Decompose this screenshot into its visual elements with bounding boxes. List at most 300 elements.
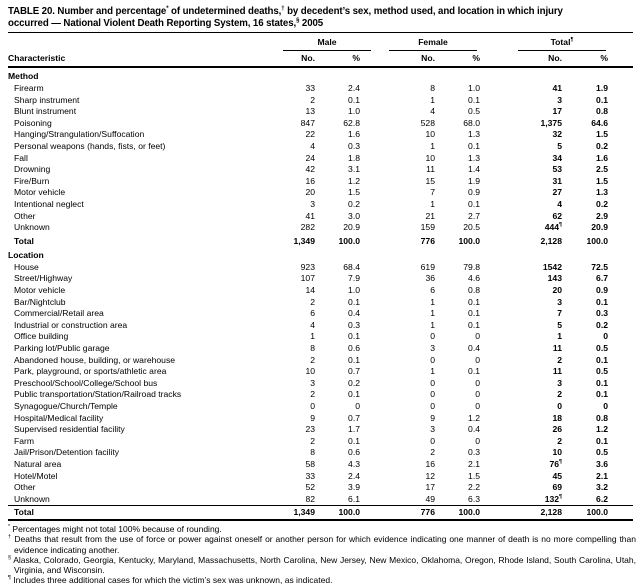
footnote: * Percentages might not total 100% because of rounding.: [8, 523, 222, 534]
cell-total-no: 2: [557, 435, 562, 446]
footnote-marker: *: [8, 524, 11, 531]
cell-female-pct: 1.0: [468, 82, 480, 93]
row-label: Farm: [14, 435, 35, 446]
column-group-label: Female: [389, 37, 477, 51]
column-group-label: Total¶: [518, 37, 606, 51]
cell-female-pct: 0.4: [468, 343, 480, 354]
cell-male-pct: 0.1: [348, 354, 360, 365]
cell-male-pct: 0.1: [348, 296, 360, 307]
table-row: [8, 118, 633, 130]
cell-male-no: 22: [305, 129, 315, 140]
cell-male-no: 33: [305, 470, 315, 481]
cell-female-no: 15: [425, 175, 435, 186]
cell-female-no: 1: [430, 198, 435, 209]
cell-male-no: 6: [310, 308, 315, 319]
cell-male-pct: 0.7: [348, 366, 360, 377]
cell-total-no: 5: [557, 140, 562, 151]
cell-total-pct: 0.2: [596, 319, 608, 330]
row-label: Preschool/School/College/School bus: [14, 377, 158, 388]
row-label: Park, playground, or sports/athletic area: [14, 366, 167, 377]
cell-male-no: 24: [305, 152, 315, 163]
cell-male-no: 58: [305, 458, 315, 469]
row-label: Motor vehicle: [14, 187, 66, 198]
table-row: [8, 273, 633, 285]
table-row: [8, 164, 633, 176]
cell-total-pct: 0.8: [596, 412, 608, 423]
row-label: Street/Highway: [14, 273, 73, 284]
cell-female-pct: 0: [475, 354, 480, 365]
cell-total-no: 27: [552, 187, 562, 198]
cell-total-no: 1: [557, 331, 562, 342]
cell-total-pct: 2.9: [596, 210, 608, 221]
cell-total-no: 2,128: [540, 235, 562, 246]
row-label: Natural area: [14, 458, 62, 469]
cell-total-pct: 1.5: [596, 129, 608, 140]
cell-female-no: 17: [425, 482, 435, 493]
cell-total-no: 32: [552, 129, 562, 140]
cell-female-no: 619: [420, 261, 435, 272]
cell-total-pct: 20.9: [591, 222, 608, 233]
row-label: Fall: [14, 152, 28, 163]
cell-female-pct: 0.1: [468, 366, 480, 377]
cell-male-pct: 0.1: [348, 435, 360, 446]
cell-total-pct: 0.9: [596, 285, 608, 296]
row-label: Total: [8, 506, 283, 520]
cell-male-no: 3: [310, 377, 315, 388]
subheader-pct: %: [435, 51, 480, 68]
row-label: Hanging/Strangulation/Suffocation: [14, 129, 145, 140]
cell-male-pct: 3.1: [348, 164, 360, 175]
table-row: [8, 176, 633, 188]
cell-total-no: 11: [552, 366, 562, 377]
cell-male-no: 14: [305, 285, 315, 296]
cell-female-pct: 4.6: [468, 273, 480, 284]
row-label: Abandoned house, building, or warehouse: [14, 354, 176, 365]
table-title-line: TABLE 20. Number and percentage* of undetermined deaths,† by decedent’s sex, method used, and location in which injury: [8, 5, 563, 17]
cell-female-no: 1: [430, 94, 435, 105]
cell-male-no: 282: [300, 222, 315, 233]
row-label: Unknown: [14, 493, 50, 504]
cell-total-no: 10: [552, 447, 562, 458]
cell-male-pct: 6.1: [348, 493, 360, 504]
table-row: [8, 378, 633, 390]
cell-male-pct: 0.1: [348, 331, 360, 342]
cell-total-no: 26: [552, 424, 562, 435]
footnote-marker: §: [8, 555, 11, 561]
cell-male-pct: 4.3: [348, 458, 360, 469]
table-row: [8, 401, 633, 413]
cell-female-no: 0: [430, 401, 435, 411]
cell-female-pct: 0.1: [468, 296, 480, 307]
cell-total-pct: 1.3: [596, 187, 608, 198]
cell-male-no: 10: [305, 366, 315, 377]
cell-total-no: 5: [557, 319, 562, 330]
cell-female-pct: 100.0: [458, 235, 480, 246]
cell-total-no: 3: [557, 94, 562, 105]
cell-male-no: 33: [305, 82, 315, 93]
cell-female-no: 11: [426, 164, 435, 175]
cell-female-pct: 1.2: [468, 412, 480, 423]
corner-cell: [8, 33, 283, 51]
cell-female-no: 1: [430, 296, 435, 307]
row-label: Sharp instrument: [14, 94, 80, 105]
row-label: Drowning: [14, 164, 51, 175]
cell-male-pct: 1.2: [348, 175, 360, 186]
cell-total-no: 3: [557, 377, 562, 388]
cell-total-no: 3: [557, 296, 562, 307]
cell-total-pct: 0: [603, 401, 608, 411]
footnote-marker: ¶: [570, 37, 574, 44]
cell-female-pct: 1.3: [468, 152, 480, 163]
table-row: [8, 199, 633, 211]
cell-male-no: 0: [310, 401, 315, 411]
cell-female-no: 10: [425, 152, 435, 163]
cell-female-no: 21: [425, 210, 435, 221]
total-row: [8, 234, 633, 248]
row-label: Firearm: [14, 82, 44, 93]
column-group-row: [8, 33, 633, 51]
table-header: [8, 33, 633, 68]
cell-total-pct: 1.9: [596, 82, 608, 93]
cell-total-pct: 2.1: [596, 470, 608, 481]
cell-male-no: 2: [310, 389, 315, 400]
cell-total-pct: 100.0: [562, 506, 633, 520]
cell-female-no: 528: [420, 117, 435, 128]
cell-total-pct: 0.5: [596, 343, 608, 354]
column-group-female: [360, 33, 480, 51]
table-row: [8, 366, 633, 378]
cell-total-no: 0: [557, 401, 562, 411]
cell-male-pct: 1.7: [348, 424, 360, 435]
cell-female-pct: 0.4: [468, 424, 480, 435]
cell-female-pct: 0.1: [468, 308, 480, 319]
row-label: Jail/Prison/Detention facility: [14, 447, 120, 458]
cell-total-no: 18: [552, 412, 562, 423]
cell-total-pct: 0.3: [596, 308, 608, 319]
cell-total-no: 20: [552, 285, 562, 296]
footnote-marker: ¶: [8, 575, 11, 582]
total-row: [8, 506, 633, 520]
cell-total-pct: 64.6: [591, 117, 608, 128]
cell-female-pct: 100.0: [435, 506, 480, 520]
cell-male-pct: 100.0: [338, 235, 360, 246]
cell-total-no: 444¶: [544, 222, 562, 233]
row-label: Poisoning: [14, 117, 52, 128]
row-label: Fire/Burn: [14, 175, 50, 186]
cell-female-pct: 79.8: [463, 261, 480, 272]
cell-female-pct: 0: [475, 331, 480, 342]
cell-male-pct: 0.6: [348, 447, 360, 458]
cell-male-pct: 1.0: [348, 106, 360, 117]
cell-total-no: 4: [557, 198, 562, 209]
cell-male-pct: 0.7: [348, 412, 360, 423]
cell-female-pct: 2.1: [468, 458, 480, 469]
cell-male-no: 4: [310, 140, 315, 151]
footnote-marker: *: [166, 5, 169, 12]
table-row: [8, 285, 633, 297]
cell-female-no: 2: [430, 447, 435, 458]
cell-female-no: 7: [430, 187, 435, 198]
cell-total-pct: 0.1: [596, 435, 608, 446]
cell-total-no: 1,375: [540, 117, 562, 128]
cell-female-pct: 2.7: [468, 210, 480, 221]
cell-male-no: 16: [305, 175, 315, 186]
cell-female-pct: 0.1: [468, 94, 480, 105]
subheader-no: No.: [360, 51, 435, 68]
cell-total-pct: 0.1: [596, 354, 608, 365]
cell-male-no: 9: [310, 412, 315, 423]
table-row: [8, 262, 633, 274]
row-label: Office building: [14, 331, 69, 342]
cell-female-no: 3: [430, 424, 435, 435]
cell-total-no: 2: [557, 354, 562, 365]
section-header-label: Method: [8, 71, 39, 82]
cell-total-pct: 0.1: [596, 389, 608, 400]
table-row: [8, 389, 633, 401]
table-row: [8, 211, 633, 223]
row-label: Hotel/Motel: [14, 470, 58, 481]
cell-male-no: 4: [310, 319, 315, 330]
table-row: [8, 320, 633, 332]
row-label: Intentional neglect: [14, 198, 84, 209]
table-row: [8, 129, 633, 141]
table-row: [8, 308, 633, 320]
cell-male-no: 41: [305, 210, 315, 221]
cell-female-pct: 0: [475, 435, 480, 446]
cell-male-no: 1,349: [283, 506, 315, 520]
cell-total-pct: 72.5: [591, 261, 608, 272]
cell-male-no: 2: [310, 94, 315, 105]
cell-total-no: 17: [552, 106, 562, 117]
row-label: Other: [14, 482, 36, 493]
cell-male-no: 42: [305, 164, 315, 175]
cell-male-no: 8: [310, 343, 315, 354]
cell-total-no: 2,128: [480, 506, 562, 520]
cell-total-pct: 0: [603, 331, 608, 342]
table-title: [8, 6, 633, 29]
cell-male-pct: 0.1: [348, 389, 360, 400]
subheader-no: No.: [283, 51, 315, 68]
cell-female-no: 6: [430, 285, 435, 296]
cell-female-pct: 1.9: [468, 175, 480, 186]
row-label: Hospital/Medical facility: [14, 412, 104, 423]
row-label: Public transportation/Station/Railroad tracks: [14, 389, 182, 400]
cell-total-pct: 0.1: [596, 94, 608, 105]
row-label: Personal weapons (hands, fists, or feet): [14, 140, 166, 151]
cell-total-pct: 100.0: [586, 235, 608, 246]
footnote-marker: †: [8, 534, 12, 541]
data-table: [8, 32, 633, 521]
column-group-total: [480, 33, 633, 51]
cell-female-no: 4: [430, 106, 435, 117]
subheader-pct: %: [315, 51, 360, 68]
table-row: [8, 436, 633, 448]
footnote-marker: §: [296, 17, 300, 24]
cell-total-no: 132¶: [544, 493, 562, 504]
cell-total-pct: 3.2: [596, 482, 608, 493]
cell-male-no: 3: [310, 198, 315, 209]
cell-female-pct: 0.9: [468, 187, 480, 198]
row-label: Blunt instrument: [14, 106, 77, 117]
column-subheader-row: [8, 51, 633, 68]
cell-male-no: 847: [300, 117, 315, 128]
cell-total-no: 143: [547, 273, 562, 284]
cell-male-pct: 100.0: [315, 506, 360, 520]
cell-total-pct: 0.1: [596, 296, 608, 307]
cell-male-no: 23: [305, 424, 315, 435]
table-row: [8, 83, 633, 95]
cell-male-pct: 0.2: [348, 198, 360, 209]
row-label: Commercial/Retail area: [14, 308, 104, 319]
cell-male-no: 8: [310, 447, 315, 458]
subheader-pct: %: [562, 51, 633, 68]
cell-male-pct: 0.1: [348, 94, 360, 105]
cell-total-no: 76¶: [549, 458, 562, 469]
table-row: [8, 95, 633, 107]
cell-male-no: 82: [305, 493, 315, 504]
footnote: ¶ Includes three additional cases for which the victim’s sex was unknown, as indicated.: [8, 575, 333, 586]
cell-total-no: 62: [552, 210, 562, 221]
cell-total-pct: 0.2: [596, 198, 608, 209]
cell-male-pct: 20.9: [343, 222, 360, 233]
cell-female-no: 12: [425, 470, 435, 481]
cell-male-pct: 2.4: [348, 470, 360, 481]
cell-female-pct: 0.8: [468, 285, 480, 296]
characteristic-header: Characteristic: [8, 51, 283, 68]
table-row: [8, 297, 633, 309]
footnote-marker: †: [281, 5, 285, 12]
row-label: House: [14, 261, 39, 272]
table-row: [8, 424, 633, 436]
cell-male-no: 52: [305, 482, 315, 493]
table-row: [8, 187, 633, 199]
cell-total-no: 1542: [542, 261, 562, 272]
cell-male-pct: 3.0: [348, 210, 360, 221]
cell-male-no: 2: [310, 435, 315, 446]
cell-female-pct: 1.4: [468, 164, 480, 175]
cell-male-no: 2: [310, 296, 315, 307]
cell-total-no: 34: [552, 152, 562, 163]
table-row: [8, 153, 633, 165]
section-header-method: [8, 67, 633, 83]
cell-female-pct: 0.1: [468, 319, 480, 330]
cell-male-no: 20: [305, 187, 315, 198]
cell-female-no: 16: [425, 458, 435, 469]
table-row: [8, 494, 633, 506]
cell-male-pct: 62.8: [343, 117, 360, 128]
cell-male-pct: 3.9: [348, 482, 360, 493]
cell-total-no: 69: [552, 482, 562, 493]
table-row: [8, 459, 633, 471]
cell-female-pct: 1.3: [468, 129, 480, 140]
column-group-label: Male: [283, 37, 371, 51]
cell-male-pct: 0.6: [348, 343, 360, 354]
cell-total-no: 31: [552, 175, 562, 186]
cell-male-pct: 1.6: [348, 129, 360, 140]
cell-female-pct: 1.5: [468, 470, 480, 481]
cell-male-pct: 68.4: [343, 261, 360, 272]
cell-female-no: 0: [430, 331, 435, 342]
table-row: [8, 447, 633, 459]
row-label: Parking lot/Public garage: [14, 343, 110, 354]
cell-total-pct: 1.5: [596, 175, 608, 186]
cell-total-pct: 3.6: [596, 458, 608, 469]
table-row: [8, 482, 633, 494]
cell-female-no: 1: [430, 319, 435, 330]
cell-male-pct: 1.0: [348, 285, 360, 296]
cell-total-no: 45: [552, 470, 562, 481]
cell-female-no: 0: [430, 435, 435, 446]
cell-female-no: 1: [430, 366, 435, 377]
cell-female-no: 776: [420, 235, 435, 246]
cell-total-pct: 0.8: [596, 106, 608, 117]
table-row: [8, 355, 633, 367]
subheader-no: No.: [480, 51, 562, 68]
cell-female-pct: 68.0: [463, 117, 480, 128]
table-title-line: occurred — National Violent Death Reporting System, 16 states,§ 2005: [8, 17, 324, 29]
row-label: Supervised residential facility: [14, 424, 125, 435]
cell-male-pct: 0.2: [348, 377, 360, 388]
cell-female-pct: 0.3: [468, 447, 480, 458]
cell-female-no: 1: [430, 140, 435, 151]
cell-male-no: 1: [310, 331, 315, 342]
cell-total-pct: 6.7: [596, 273, 608, 284]
cell-female-no: 1: [430, 308, 435, 319]
cell-total-pct: 0.5: [596, 366, 608, 377]
footnote: † Deaths that result from the use of force or power against oneself or another person for which evidence indicating one manner of death is no more compelling than evidence indicating another.: [8, 534, 636, 555]
cell-male-pct: 1.8: [348, 152, 360, 163]
cell-female-no: 159: [420, 222, 435, 233]
row-label: Bar/Nightclub: [14, 296, 66, 307]
table-row: [8, 413, 633, 425]
cell-female-no: 0: [430, 354, 435, 365]
footnote-marker: ¶: [559, 493, 562, 500]
cell-female-pct: 0.1: [468, 198, 480, 209]
cell-total-no: 53: [552, 164, 562, 175]
cell-male-pct: 0.3: [348, 140, 360, 151]
cell-female-no: 49: [425, 493, 435, 504]
cell-female-pct: 2.2: [468, 482, 480, 493]
cell-male-no: 107: [300, 273, 315, 284]
cell-total-pct: 1.6: [596, 152, 608, 163]
footnote-marker: ¶: [559, 222, 562, 229]
cell-male-no: 1,349: [293, 235, 315, 246]
table-row: [8, 331, 633, 343]
cell-total-no: 7: [557, 308, 562, 319]
column-group-male: [283, 33, 360, 51]
cell-male-pct: 0: [355, 401, 360, 411]
cell-female-pct: 0: [475, 377, 480, 388]
cell-total-pct: 0.1: [596, 377, 608, 388]
cell-total-pct: 1.2: [596, 424, 608, 435]
cell-male-pct: 1.5: [348, 187, 360, 198]
cell-male-pct: 0.4: [348, 308, 360, 319]
cell-female-no: 776: [360, 506, 435, 520]
cell-male-no: 2: [310, 354, 315, 365]
cell-total-pct: 0.5: [596, 447, 608, 458]
row-label: Unknown: [14, 222, 50, 233]
cell-female-pct: 6.3: [468, 493, 480, 504]
footnote-marker: ¶: [559, 459, 562, 466]
cell-total-pct: 2.5: [596, 164, 608, 175]
cell-male-no: 923: [300, 261, 315, 272]
cell-total-no: 2: [557, 389, 562, 400]
cell-female-no: 10: [425, 129, 435, 140]
cell-female-pct: 0: [475, 389, 480, 400]
table-body: [8, 67, 633, 520]
row-label: Synagogue/Church/Temple: [14, 401, 118, 411]
cell-total-no: 11: [552, 343, 562, 354]
